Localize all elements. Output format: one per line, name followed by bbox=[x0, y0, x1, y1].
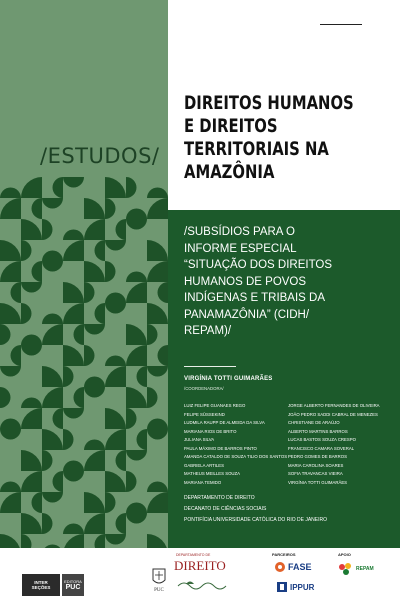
pattern-shape bbox=[53, 177, 64, 198]
contributor-name: PEDRO GOMES DE BARROS bbox=[288, 454, 347, 459]
ippur-logo: IPPUR bbox=[290, 583, 315, 592]
pattern-shape bbox=[63, 240, 84, 261]
pattern-shape bbox=[105, 198, 116, 219]
pattern-shape bbox=[0, 366, 21, 377]
pattern-shape bbox=[137, 429, 148, 450]
pattern-shape bbox=[147, 261, 168, 282]
pattern-shape bbox=[137, 366, 148, 387]
pattern-shape bbox=[0, 303, 21, 324]
pattern-shape bbox=[147, 366, 168, 377]
pattern-shape bbox=[116, 513, 127, 534]
pattern-shape bbox=[105, 492, 116, 513]
pattern-shape bbox=[84, 513, 105, 534]
pattern-shape bbox=[63, 282, 84, 303]
contributor-name: VIRGÍNIA TOTTI GUIMARÃES bbox=[288, 479, 348, 485]
puc-seal-icon bbox=[150, 566, 168, 594]
institution-line: DEPARTAMENTO DE DIREITO bbox=[184, 495, 255, 501]
pattern-shape bbox=[74, 324, 85, 345]
pattern-shape bbox=[63, 345, 84, 366]
pattern-shape bbox=[105, 240, 126, 251]
pattern-shape bbox=[63, 230, 84, 241]
pattern-shape bbox=[63, 303, 84, 324]
subtitle-line: INFORME ESPECIAL bbox=[184, 242, 297, 255]
pattern-shape bbox=[21, 450, 42, 471]
pattern-shape bbox=[147, 534, 168, 548]
pattern-shape bbox=[0, 261, 21, 282]
pattern-shape bbox=[126, 219, 147, 230]
pattern-shape bbox=[105, 534, 126, 545]
pattern-shape bbox=[42, 492, 63, 503]
pattern-shape bbox=[21, 219, 42, 240]
pattern-shape bbox=[32, 198, 43, 219]
pattern-shape bbox=[63, 471, 84, 482]
pattern-shape bbox=[105, 303, 126, 314]
pattern-shape bbox=[84, 198, 105, 219]
pattern-shape bbox=[21, 177, 42, 198]
pattern-shape bbox=[21, 345, 42, 356]
pattern-shape bbox=[126, 209, 147, 220]
depto-direito-logo: DIREITO bbox=[174, 558, 226, 573]
pattern-shape bbox=[147, 198, 168, 219]
contributor-name: LUIZ FELIPE GUANAES REGO bbox=[184, 403, 246, 408]
pattern-shape bbox=[105, 366, 126, 387]
document-subtitle bbox=[184, 224, 400, 340]
pattern-shape bbox=[126, 324, 147, 345]
contributor-name: SOFIA TRAVANCAS VIEIRA bbox=[288, 471, 343, 476]
title-line: TERRITORIAIS NA bbox=[184, 138, 329, 160]
pattern-shape bbox=[126, 408, 137, 429]
contributor-name: AMANDA CATALDO DE SOUZA TILIO DOS SANTOS bbox=[184, 454, 288, 459]
pattern-shape bbox=[21, 303, 32, 324]
pattern-shape bbox=[147, 492, 168, 513]
coordinator-rule bbox=[184, 366, 236, 367]
pattern-shape bbox=[42, 261, 63, 272]
pattern-shape bbox=[21, 408, 42, 429]
pattern-shape bbox=[116, 450, 127, 471]
pattern-shape bbox=[84, 450, 105, 471]
pattern-shape bbox=[84, 377, 105, 388]
pattern-shape bbox=[0, 188, 21, 199]
pattern-shape bbox=[32, 261, 43, 282]
pattern-shape bbox=[63, 177, 84, 188]
logo-text: PUC bbox=[65, 584, 81, 591]
logo-text: EDITORA bbox=[64, 579, 82, 584]
contributor-name: JULIANA SILVA bbox=[184, 437, 215, 442]
pattern-shape bbox=[116, 219, 127, 240]
institution-line: PONTIFÍCIA UNIVERSIDADE CATÓLICA DO RIO DE JANEIRO bbox=[184, 517, 327, 523]
pattern-shape bbox=[21, 240, 32, 261]
pattern-shape bbox=[42, 324, 63, 345]
pattern-shape bbox=[158, 345, 169, 366]
pattern-shape bbox=[63, 408, 84, 419]
subtitle-line: /SUBSÍDIOS PARA O bbox=[184, 226, 295, 238]
pattern-shape bbox=[53, 471, 64, 492]
pattern-shape bbox=[63, 534, 84, 548]
pattern-shape bbox=[84, 492, 105, 513]
pattern-shape bbox=[105, 293, 126, 304]
pattern-shape bbox=[158, 282, 169, 303]
contributor-name: FELIPE SÜSSEKIND bbox=[184, 411, 225, 417]
pattern-shape bbox=[0, 324, 11, 345]
contributor-name: MARIANA RIOS DE BRITO bbox=[184, 428, 237, 434]
pattern-shape bbox=[84, 345, 95, 366]
pattern-shape bbox=[42, 366, 63, 387]
logo-text: INTER bbox=[34, 580, 48, 585]
fase-logo-icon bbox=[274, 561, 286, 573]
interseccoes-logo bbox=[22, 574, 60, 596]
pattern-shape bbox=[126, 272, 147, 283]
pattern-shape bbox=[0, 534, 21, 548]
pattern-shape bbox=[42, 450, 53, 471]
support-label: APOIO bbox=[338, 552, 351, 557]
pattern-shape bbox=[32, 492, 43, 513]
pattern-shape bbox=[126, 450, 147, 461]
pattern-shape bbox=[74, 387, 85, 408]
pattern-shape bbox=[126, 345, 147, 366]
pattern-shape bbox=[147, 419, 168, 430]
pattern-shape bbox=[63, 461, 84, 472]
pattern-shape bbox=[42, 314, 63, 325]
subtitle-line: INDÍGENAS E TRIBAIS DA bbox=[184, 292, 326, 304]
pattern-shape bbox=[0, 419, 21, 430]
pattern-shape bbox=[105, 408, 126, 429]
repam-logo-icon bbox=[338, 562, 354, 576]
pattern-shape bbox=[126, 177, 137, 198]
pattern-shape bbox=[84, 440, 105, 451]
pattern-shape bbox=[147, 429, 168, 440]
subtitle-line: “SITUAÇÃO DOS DIREITOS bbox=[184, 259, 333, 271]
pattern-shape bbox=[42, 513, 53, 534]
depto-caption: DEPARTAMENTO DE bbox=[176, 553, 211, 557]
contributor-name: JOÃO PEDRO SADDI CABRAL DE MENEZES bbox=[288, 411, 378, 417]
pattern-shape bbox=[21, 335, 42, 346]
partners-label: PARCEIROS bbox=[272, 552, 296, 557]
fase-logo: FASE bbox=[288, 562, 312, 572]
pattern-shape bbox=[147, 188, 168, 199]
pattern-shape bbox=[0, 240, 21, 261]
pattern-shape bbox=[105, 261, 116, 282]
pattern-shape bbox=[0, 482, 21, 493]
pattern-shape bbox=[42, 387, 63, 408]
pattern-shape bbox=[21, 534, 32, 548]
pattern-shape bbox=[126, 503, 147, 514]
pattern-shape bbox=[126, 282, 147, 303]
pattern-shape bbox=[42, 198, 63, 209]
pattern-shape bbox=[84, 219, 105, 240]
contributor-name: PAULA MÁXIMO DE BARROS PINTO bbox=[184, 445, 257, 451]
contributor-name: MATHEUS MEILLES SOUZA bbox=[184, 471, 241, 476]
ippur-logo-icon bbox=[276, 581, 288, 593]
pattern-shape bbox=[147, 240, 168, 261]
pattern-shape bbox=[63, 429, 74, 450]
repam-logo: REPAM bbox=[356, 566, 374, 572]
pattern-shape bbox=[95, 534, 106, 548]
pattern-shape bbox=[11, 345, 22, 366]
pattern-shape bbox=[42, 251, 63, 262]
title-line: DIREITOS HUMANOS bbox=[184, 92, 354, 114]
subtitle-line: REPAM)/ bbox=[184, 325, 232, 337]
pattern-shape bbox=[0, 387, 11, 408]
pattern-shape bbox=[147, 387, 158, 408]
pattern-shape bbox=[147, 482, 168, 493]
institution-line: DECANATO DE CIÊNCIAS SOCIAIS bbox=[184, 506, 267, 512]
geometric-pattern bbox=[0, 177, 168, 548]
logo-text: SEÇÕES bbox=[31, 585, 51, 590]
contributor-name: FRANCISCO CAMARA SOVERAL bbox=[288, 445, 355, 451]
subtitle-line: HUMANOS DE POVOS bbox=[184, 275, 307, 288]
pattern-shape bbox=[147, 303, 168, 324]
decorative-rule bbox=[320, 24, 362, 25]
contributor-name: GABRIELA ARTILES bbox=[184, 462, 225, 468]
pattern-shape bbox=[126, 387, 147, 408]
editora-puc-logo bbox=[62, 574, 84, 596]
contributor-name: JORGE ALBERTO FERNANDES DE OLIVEIRA bbox=[288, 403, 380, 408]
pattern-shape bbox=[53, 408, 64, 429]
coordinator-name: VIRGÍNIA TOTTI GUIMARÃES bbox=[184, 376, 273, 382]
pattern-shape bbox=[21, 398, 42, 409]
pattern-shape bbox=[95, 303, 106, 324]
waves-logo-icon bbox=[176, 578, 236, 590]
pattern-shape bbox=[126, 471, 137, 492]
contributor-name: MARIA CAROLINA SOARES bbox=[288, 462, 344, 468]
pattern-shape bbox=[84, 324, 105, 335]
pattern-shape bbox=[147, 324, 158, 345]
pattern-shape bbox=[42, 219, 53, 240]
series-label: /ESTUDOS/ bbox=[40, 144, 160, 168]
contributor-name: ALBERTO MARTINS BARROS bbox=[288, 428, 348, 434]
pattern-shape bbox=[42, 429, 63, 450]
contributor-name: LUCAS BASTOS SOUZA CRESPO bbox=[288, 437, 356, 442]
contributor-name: LUDMILA RAUPP DE ALMEIDA DA SILVA bbox=[184, 420, 265, 425]
pattern-shape bbox=[84, 387, 105, 398]
pattern-shape bbox=[84, 261, 105, 282]
pattern-shape bbox=[63, 524, 84, 535]
pattern-shape bbox=[21, 282, 42, 293]
pattern-shape bbox=[105, 177, 126, 198]
contributor-name: MARIANA TEMIDO bbox=[184, 479, 222, 485]
pattern-shape bbox=[105, 429, 126, 450]
title-line: E DIREITOS bbox=[184, 115, 278, 137]
pattern-shape bbox=[11, 282, 22, 303]
pattern-shape bbox=[0, 492, 21, 513]
contributors-left-column bbox=[184, 402, 287, 487]
pattern-shape bbox=[105, 356, 126, 367]
pattern-shape bbox=[63, 366, 74, 387]
title-line: AMAZÔNIA bbox=[184, 161, 275, 183]
pattern-shape bbox=[0, 198, 21, 219]
pattern-shape bbox=[84, 282, 95, 303]
pattern-shape bbox=[126, 513, 147, 524]
institutions-block bbox=[184, 493, 327, 526]
coordinator-role: /COORDENADORA/ bbox=[184, 386, 224, 391]
pattern-shape bbox=[21, 513, 42, 534]
document-title bbox=[184, 92, 354, 184]
subtitle-line: PANAMAZÔNIA” (CIDH/ bbox=[184, 308, 310, 321]
contributors-right-column bbox=[288, 402, 380, 487]
seal-label: PUC bbox=[154, 588, 164, 593]
pattern-shape bbox=[95, 240, 106, 261]
pattern-shape bbox=[0, 429, 21, 440]
contributor-name: CHRISTIANE DE ARAÚJO bbox=[288, 420, 340, 425]
pattern-shape bbox=[105, 471, 126, 492]
pattern-shape bbox=[21, 471, 42, 492]
